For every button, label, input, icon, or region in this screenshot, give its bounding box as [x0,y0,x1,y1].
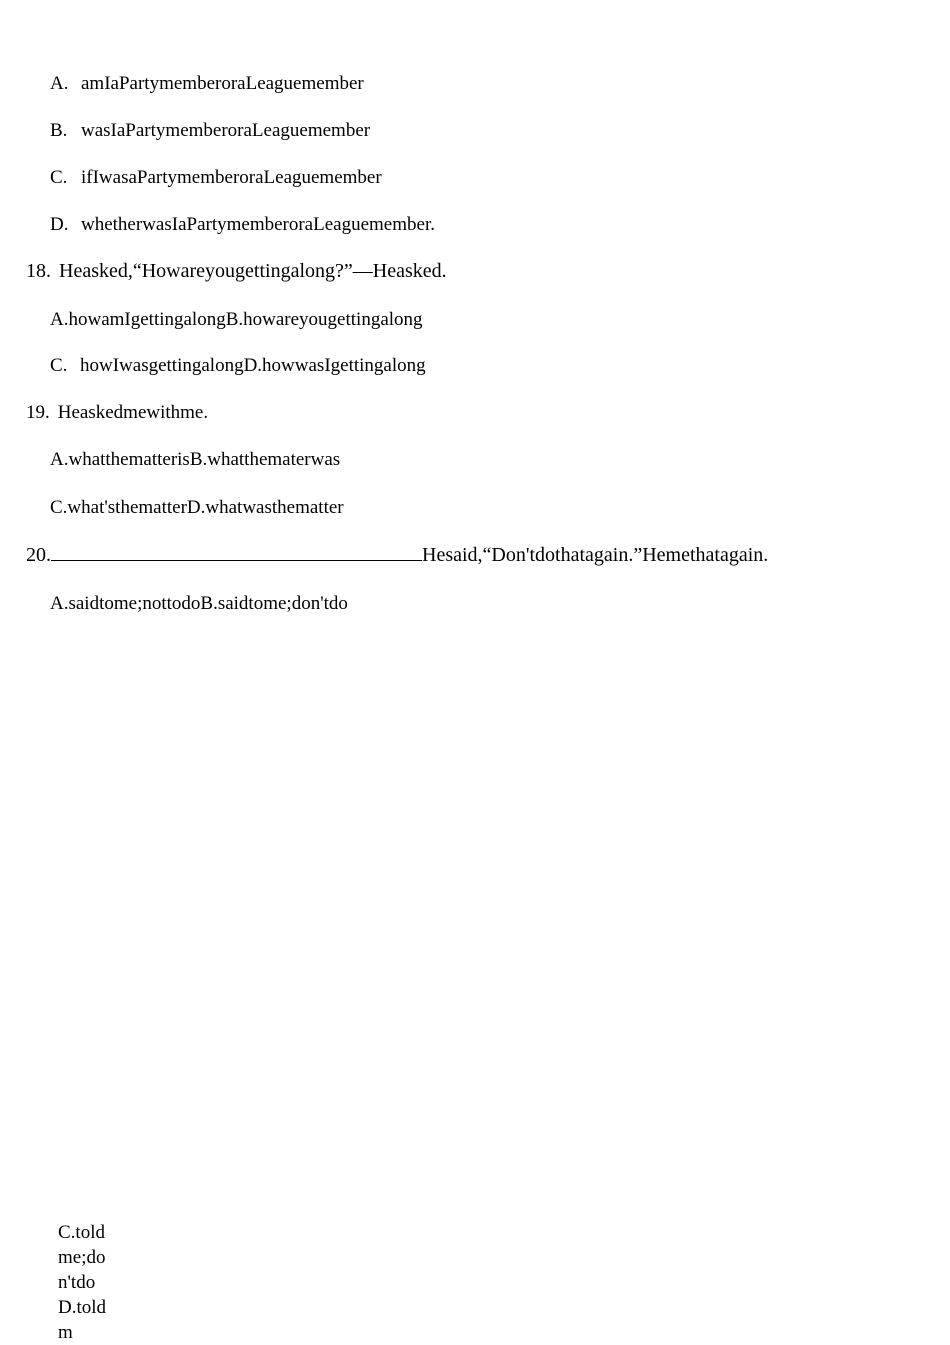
q19-stem [26,401,208,425]
question-text: Heasked,“Howareyougettingalong?”—Heasked. [59,260,447,282]
option-text: amIaPartymemberoraLeaguemember [81,73,364,94]
option-letter: A. [50,73,69,94]
q18-stem [26,259,447,283]
options-text: A.saidtome;nottodoB.saidtome;don'tdo [50,593,348,614]
question-number: 19. [26,402,50,423]
option-text: wasIaPartymemberoraLeaguemember [81,120,371,141]
option-text: ifIwasaPartymemberoraLeaguemember [81,167,382,188]
question-number: 18. [26,260,51,282]
option-letter: D. [50,214,69,235]
q17-option-c [50,166,382,190]
question-text: Heaskedmewithme. [57,402,209,423]
options-text: A.whatthematterisB.whatthematerwas [50,449,341,470]
options-text: A.howamIgettingalongB.howareyougettingalong [50,309,423,330]
q19-options-line-2 [50,496,344,520]
q20-stem [26,543,768,567]
q18-options-line-2 [50,354,426,378]
q17-option-b [50,119,370,143]
option-letter: C. [50,355,68,376]
q20-options-line-2: C.toldme;don'tdoD.toldm [58,1222,107,1343]
options-text: C.what'sthematterD.whatwasthematter [50,497,344,518]
question-number: 20. [26,544,51,566]
q17-option-d [50,213,435,237]
question-text: Hesaid,“Don'tdothatagain.”Hemethatagain. [422,544,769,566]
answer-blank [51,543,422,561]
option-text: whetherwasIaPartymemberoraLeaguemember. [81,214,435,235]
q17-option-a [50,72,364,96]
option-letter: B. [50,120,68,141]
q18-options-line-1 [50,308,423,332]
option-letter: C. [50,167,68,188]
q19-options-line-1 [50,448,340,472]
q20-options-line-1 [50,592,348,616]
options-text: howIwasgettingalongD.howwasIgettingalong [80,355,426,376]
